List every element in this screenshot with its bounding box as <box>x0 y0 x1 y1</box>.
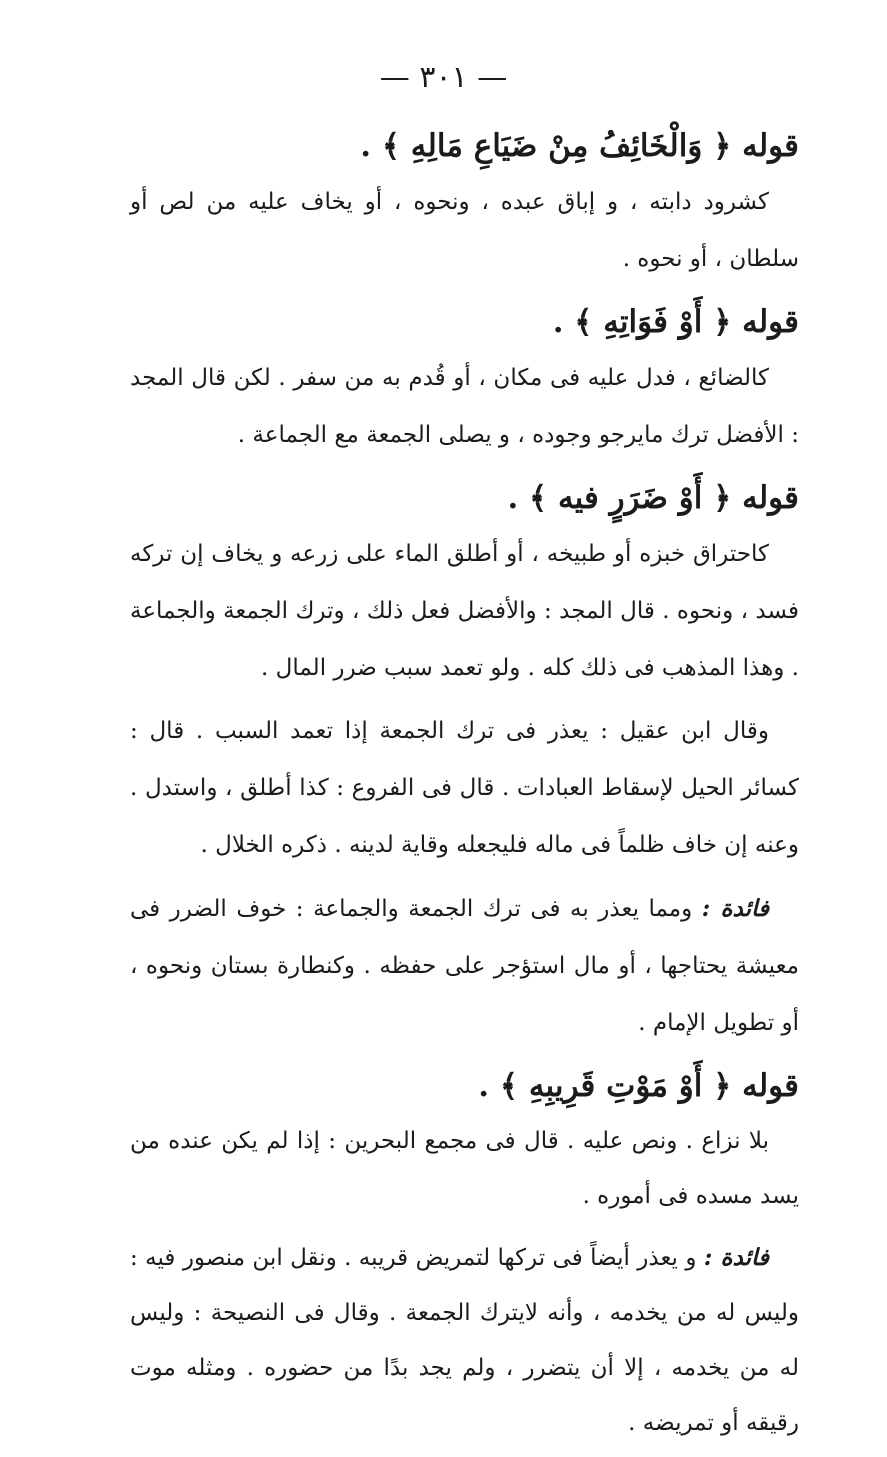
note-paragraph <box>130 880 799 1052</box>
paragraph: كالضائع ، فدل عليه فى مكان ، أو قُدم به من سفر . لكن قال المجد : الأفضل ترك مايرجو وجوده ، و يصلى الجمعة مع الجماعة . <box>130 365 799 448</box>
section-heading <box>130 1058 799 1114</box>
heading-label: قوله <box>742 1068 799 1104</box>
section-heading <box>130 294 799 350</box>
section-heading <box>130 470 799 526</box>
paragraph: كشرود دابته ، و إباق عبده ، ونحوه ، أو يخاف عليه من لص أو سلطان ، أو نحوه . <box>130 189 799 272</box>
paragraph: بلا نزاع . ونص عليه . قال فى مجمع البحرين : إذا لم يكن عنده من يسد مسده فى أموره . <box>130 1128 799 1209</box>
note-paragraph <box>130 1230 799 1451</box>
paragraph: وقال ابن عقيل : يعذر فى ترك الجمعة إذا تعمد السبب . قال : كسائر الحيل لإسقاط العبادات . قال فى الفروع : كذا أطلق ، واستدل . وعنه إن خاف ظلماً فى ماله فليجعله وقاية لدينه . ذكره الخلال . <box>130 718 799 858</box>
heading-label: قوله <box>742 480 799 516</box>
heading-label: قوله <box>742 304 799 340</box>
heading-quote: ﴿ أَوْ فَوَاتِهِ ﴾ . <box>552 304 732 340</box>
heading-quote: ﴿ وَالْخَائِفُ مِنْ ضَيَاعِ مَالِهِ ﴾ . <box>360 128 732 164</box>
page-body <box>130 118 799 1457</box>
heading-quote: ﴿ أَوْ ضَرَرٍ فيه ﴾ . <box>507 480 732 516</box>
section-heading <box>130 118 799 174</box>
note-text: ومما يعذر به فى ترك الجمعة والجماعة : خوف الضرر فى معيشة يحتاجها ، أو مال استؤجر على حفظه . وكنطارة بستان ونحوه ، أو تطويل الإمام . <box>130 896 799 1036</box>
note-label: فائدة : <box>701 895 770 922</box>
heading-quote: ﴿ أَوْ مَوْتِ قَرِيبِهِ ﴾ . <box>478 1068 732 1104</box>
page-number: — ٣٠١ — <box>379 60 508 95</box>
heading-label: قوله <box>742 128 799 164</box>
paragraph: كاحتراق خبزه أو طبيخه ، أو أطلق الماء على زرعه و يخاف إن تركه فسد ، ونحوه . قال المجد : والأفضل فعل ذلك ، وترك الجمعة والجماعة . وهذا المذهب فى ذلك كله . ولو تعمد سبب ضرر المال . <box>130 541 799 681</box>
note-text: و يعذر أيضاً فى تركها لتمريض قريبه . ونقل ابن منصور فيه : وليس له من يخدمه ، وأنه لايترك الجمعة . وقال فى النصيحة : وليس له من يخدمه ، إلا أن يتضرر ، ولم يجد بدًا من حضوره . ومثله موت رقيقه أو تمريضه . <box>130 1245 799 1436</box>
note-label: فائدة : <box>703 1244 769 1271</box>
